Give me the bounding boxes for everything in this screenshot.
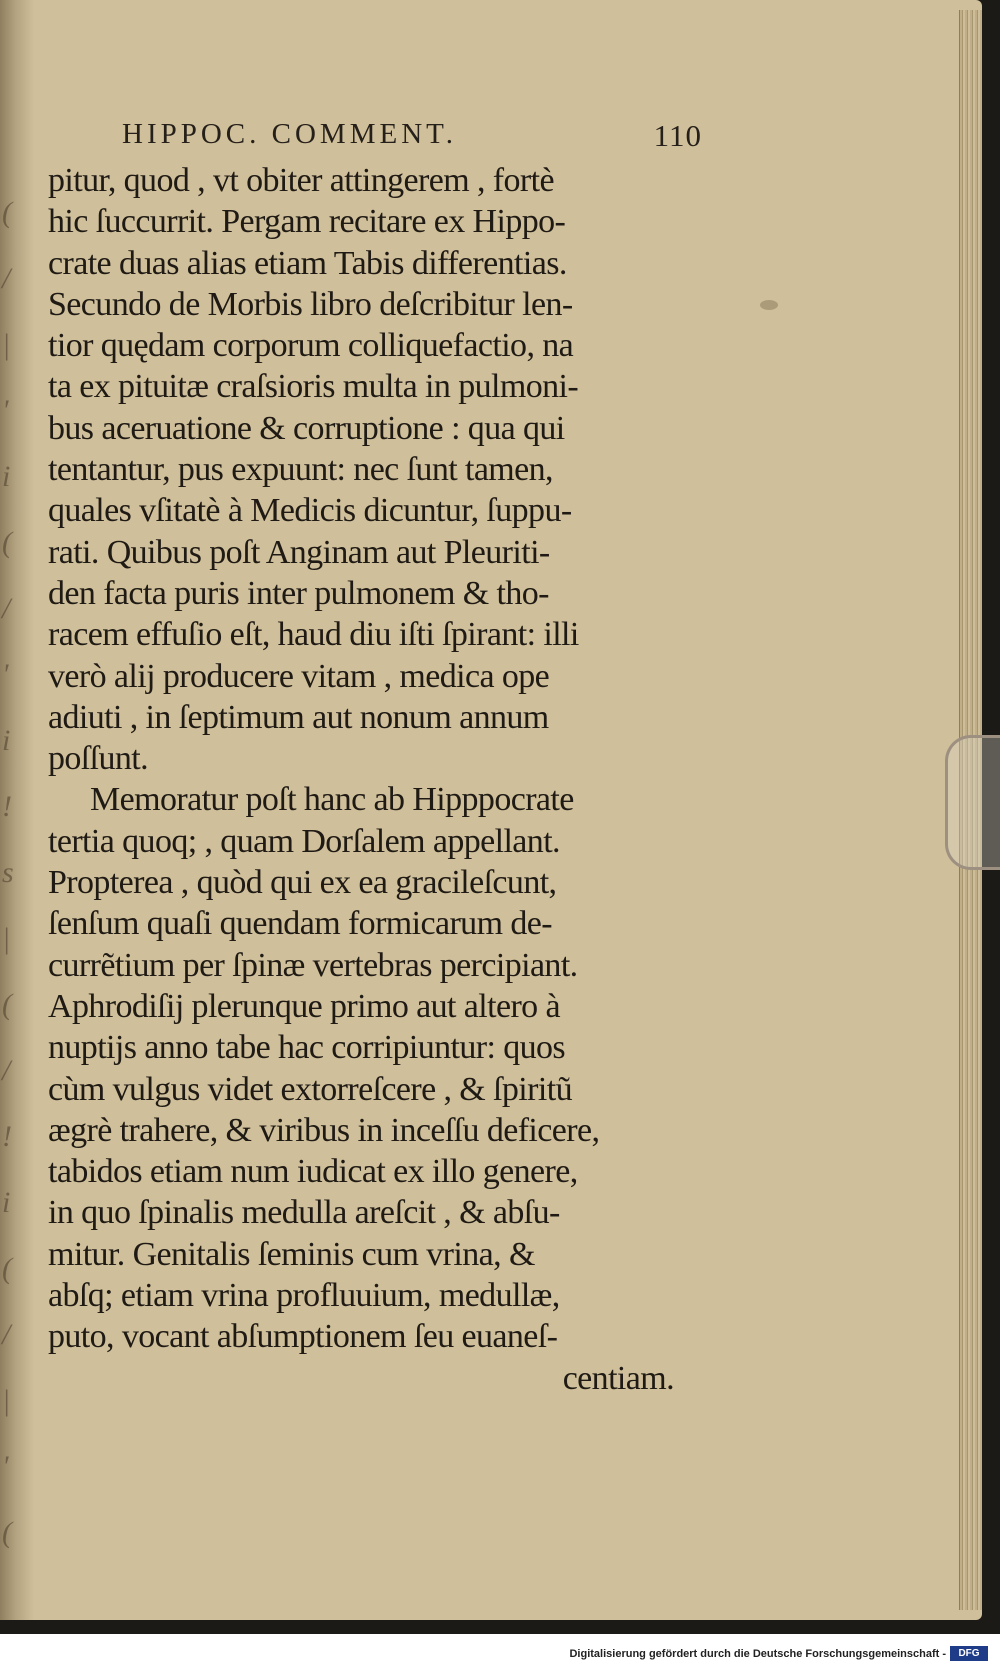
running-head	[122, 118, 702, 158]
scan-border	[0, 1620, 1000, 1634]
paper-stain	[760, 300, 778, 310]
text-line: mitur. Genitalis ſeminis cum vrina, &	[48, 1235, 535, 1273]
bleed-through-marks: ( / | ' i ( / ' i ! s | ( / ! i ( / | ' (	[2, 196, 12, 1549]
book-gutter	[0, 0, 34, 1620]
dfg-logo: DFG	[950, 1646, 988, 1661]
text-line: ta ex pituitæ craſsioris multa in pulmoni-	[48, 368, 579, 406]
text-line: ſenſum quaſi quendam formicarum de-	[48, 905, 552, 943]
text-line: quales vſitatè à Medicis dicuntur, ſuppu-	[48, 492, 572, 530]
text-line: Aphrodiſij plerunque primo aut altero à	[48, 987, 560, 1025]
text-line: adiuti , in ſeptimum aut nonum annum	[48, 698, 549, 736]
text-line: cùm vulgus videt extorreſcere , & ſpiritũ	[48, 1070, 572, 1108]
text-line: puto, vocant abſumptionem ſeu euaneſ-	[48, 1318, 558, 1356]
text-line: tentantur, pus expuunt: nec ſunt tamen,	[48, 451, 553, 489]
text-line: in quo ſpinalis medulla areſcit , & abſu-	[48, 1194, 560, 1232]
text-line: tior quędam corporum colliquefactio, na	[48, 327, 574, 365]
text-line: racem effuſio eſt, haud diu iſti ſpirant: illi	[48, 616, 579, 654]
text-line: verò alij producere vitam , medica ope	[48, 657, 550, 695]
text-line: pitur, quod , vt obiter attingerem , fortè	[48, 162, 554, 199]
text-line: abſq; etiam vrina profluuium, medullæ,	[48, 1277, 560, 1315]
text-line: currẽtium per ſpinæ vertebras percipiant.	[48, 946, 578, 984]
funding-credit: Digitalisierung gefördert durch die Deutsche Forschungsgemeinschaft -	[569, 1648, 946, 1660]
running-head-title: HIPPOC. COMMENT.	[122, 118, 457, 150]
catchword-line: centiam.	[562, 1359, 674, 1397]
text-line: Propterea , quòd qui ex ea gracileſcunt,	[48, 864, 557, 902]
text-line: bus aceruatione & corruptione : qua qui	[48, 409, 565, 447]
page-clip	[945, 735, 1000, 870]
text-line: hic ſuccurrit. Pergam recitare ex Hippo-	[48, 203, 566, 241]
body-text	[48, 160, 688, 1399]
text-line: nuptijs anno tabe hac corripiuntur: quos	[48, 1029, 566, 1067]
text-line: ægrè trahere, & viribus in inceſſu deficere,	[48, 1111, 600, 1149]
text-line: Secundo de Morbis libro deſcribitur len-	[48, 285, 573, 323]
text-line: den facta puris inter pulmonem & tho-	[48, 574, 549, 612]
credit-bar	[0, 1634, 1000, 1665]
text-line: rati. Quibus poſt Anginam aut Pleuriti-	[48, 533, 550, 571]
text-line: tertia quoq; , quam Dorſalem appellant.	[48, 822, 560, 860]
text-line: tabidos etiam num iudicat ex illo genere,	[48, 1153, 578, 1191]
text-line: poſſunt.	[48, 740, 149, 778]
text-line: crate duas alias etiam Tabis differentias.	[48, 244, 567, 282]
paragraph-first-line: Memoratur poſt hanc ab Hipppocrate	[90, 781, 574, 819]
page-number: 110	[653, 118, 702, 153]
